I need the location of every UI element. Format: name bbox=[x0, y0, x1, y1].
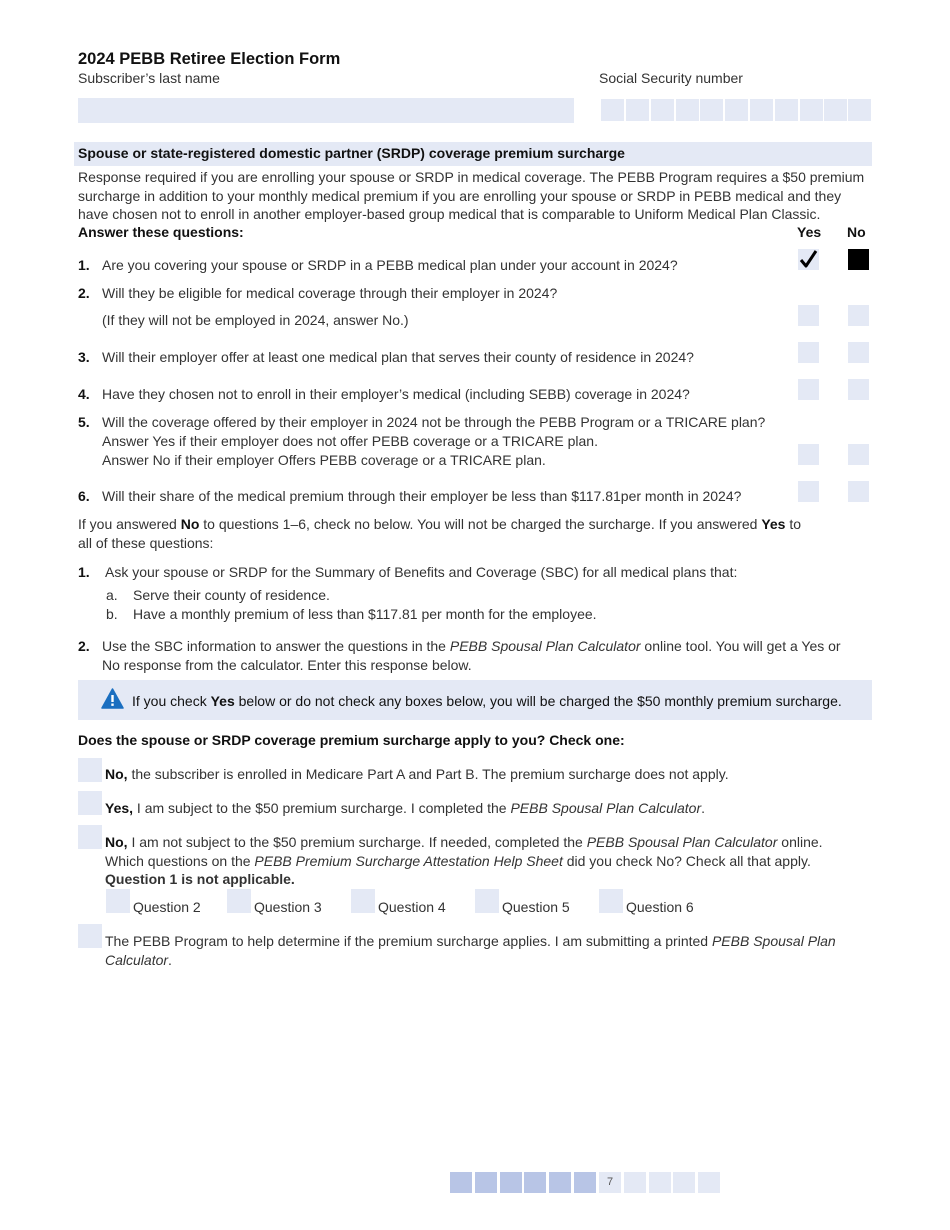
option-no-surcharge-label: No, I am not subject to the $50 premium surcharge. If needed, completed the PEBB Spousal Plan Calculator online. bbox=[105, 834, 823, 850]
option-no-surcharge-line3: Question 1 is not applicable. bbox=[105, 871, 295, 887]
answer-prompt: Answer these questions: bbox=[78, 224, 244, 240]
step-number: 1. bbox=[78, 564, 90, 580]
checkmark-icon bbox=[798, 249, 819, 270]
page-indicator bbox=[649, 1172, 671, 1193]
question-3-checkbox[interactable] bbox=[227, 889, 251, 913]
question-6-label: Question 6 bbox=[626, 899, 694, 915]
page-indicator bbox=[698, 1172, 720, 1193]
q6-yes-checkbox[interactable] bbox=[798, 481, 819, 502]
section-heading: Spouse or state-registered domestic partner (SRDP) coverage premium surcharge bbox=[78, 145, 625, 161]
question-6-checkbox[interactable] bbox=[599, 889, 623, 913]
warning-icon bbox=[101, 688, 124, 709]
q4-no-checkbox[interactable] bbox=[848, 379, 869, 400]
notice-text: If you check Yes below or do not check any boxes below, you will be charged the $50 monthly premium surcharge. bbox=[132, 693, 842, 709]
question-number: 6. bbox=[78, 488, 90, 504]
question-2-checkbox[interactable] bbox=[106, 889, 130, 913]
ssn-digit-box[interactable] bbox=[824, 99, 847, 121]
question-line: Answer Yes if their employer does not offer PEBB coverage or a TRICARE plan. bbox=[102, 433, 598, 449]
page-indicator bbox=[673, 1172, 695, 1193]
question-number: 4. bbox=[78, 386, 90, 402]
question-3-label: Question 3 bbox=[254, 899, 322, 915]
apply-question: Does the spouse or SRDP coverage premium surcharge apply to you? Check one: bbox=[78, 732, 625, 748]
ssn-digit-box[interactable] bbox=[775, 99, 798, 121]
q3-no-checkbox[interactable] bbox=[848, 342, 869, 363]
surcharge-notice bbox=[78, 680, 872, 720]
page-indicator bbox=[624, 1172, 646, 1193]
step-text: Ask your spouse or SRDP for the Summary of Benefits and Coverage (SBC) for all medical plans that: bbox=[105, 564, 738, 580]
step-letter: b. bbox=[106, 606, 118, 622]
question-text: Are you covering your spouse or SRDP in a PEBB medical plan under your account in 2024? bbox=[102, 257, 678, 273]
q2-yes-checkbox[interactable] bbox=[798, 305, 819, 326]
ssn-digit-box[interactable] bbox=[626, 99, 649, 121]
q3-yes-checkbox[interactable] bbox=[798, 342, 819, 363]
yes-column-header: Yes bbox=[797, 224, 822, 240]
last-name-label: Subscriber’s last name bbox=[78, 70, 220, 86]
step-letter: a. bbox=[106, 587, 118, 603]
ssn-digit-box[interactable] bbox=[676, 99, 699, 121]
question-line: Answer No if their employer Offers PEBB coverage or a TRICARE plan. bbox=[102, 452, 546, 468]
page-indicator bbox=[475, 1172, 497, 1193]
ssn-digit-box[interactable] bbox=[601, 99, 624, 121]
question-number: 3. bbox=[78, 349, 90, 365]
option-yes-surcharge-label: Yes, I am subject to the $50 premium surcharge. I completed the PEBB Spousal Plan Calculator. bbox=[105, 800, 706, 816]
question-text: Will their share of the medical premium through their employer be less than $117.81per month in 2024? bbox=[102, 488, 742, 504]
option-yes-surcharge-checkbox[interactable] bbox=[78, 791, 102, 815]
option-pebb-help-checkbox[interactable] bbox=[78, 924, 102, 948]
step-subitem: Have a monthly premium of less than $117.81 per month for the employee. bbox=[133, 606, 597, 622]
q5-yes-checkbox[interactable] bbox=[798, 444, 819, 465]
step-number: 2. bbox=[78, 638, 90, 654]
page-indicator bbox=[450, 1172, 472, 1193]
option-medicare-checkbox[interactable] bbox=[78, 758, 102, 782]
ssn-digit-box[interactable] bbox=[750, 99, 773, 121]
question-4-label: Question 4 bbox=[378, 899, 446, 915]
question-number: 2. bbox=[78, 285, 90, 301]
option-medicare-label: No, the subscriber is enrolled in Medicare Part A and Part B. The premium surcharge does not apply. bbox=[105, 766, 729, 782]
question-5-checkbox[interactable] bbox=[475, 889, 499, 913]
q4-yes-checkbox[interactable] bbox=[798, 379, 819, 400]
question-2-label: Question 2 bbox=[133, 899, 201, 915]
option-no-surcharge-line2: Which questions on the PEBB Premium Surcharge Attestation Help Sheet did you check No? Check all that apply. bbox=[105, 853, 811, 869]
q2-no-checkbox[interactable] bbox=[848, 305, 869, 326]
step-subitem: Serve their county of residence. bbox=[133, 587, 330, 603]
q5-no-checkbox[interactable] bbox=[848, 444, 869, 465]
page-indicator bbox=[500, 1172, 522, 1193]
ssn-digit-box[interactable] bbox=[848, 99, 871, 121]
question-4-checkbox[interactable] bbox=[351, 889, 375, 913]
question-number: 5. bbox=[78, 414, 90, 430]
section-heading-bar bbox=[74, 142, 872, 166]
page-indicator bbox=[524, 1172, 546, 1193]
page-indicator bbox=[549, 1172, 571, 1193]
form-title: 2024 PEBB Retiree Election Form bbox=[78, 50, 341, 68]
option-no-surcharge-checkbox[interactable] bbox=[78, 825, 102, 849]
option-pebb-help-label: The PEBB Program to help determine if the premium surcharge applies. I am submitting a printed PEBB Spousal Plan Calculator. bbox=[105, 933, 836, 968]
step-text: Use the SBC information to answer the questions in the PEBB Spousal Plan Calculator online tool. You will get a Yes or No response from the calculator. Enter this response below. bbox=[102, 638, 841, 673]
page-number: 7 bbox=[599, 1172, 621, 1193]
section-intro: Response required if you are enrolling your spouse or SRDP in medical coverage. The PEBB Program requires a $50 premium surcharge in addition to your monthly medical premium if you are enrolling your spouse or SRDP in PEBB medical and they have chosen not to enroll in another employer-based group medical that is comparable to Uniform Medical Plan Classic. bbox=[78, 169, 865, 222]
question-text: Will their employer offer at least one medical plan that serves their county of residence in 2024? bbox=[102, 349, 694, 365]
ssn-label: Social Security number bbox=[599, 70, 743, 86]
q1-no-checkbox[interactable] bbox=[848, 249, 869, 270]
question-note: (If they will not be employed in 2024, answer No.) bbox=[102, 312, 409, 328]
question-5-label: Question 5 bbox=[502, 899, 570, 915]
ssn-digit-box[interactable] bbox=[700, 99, 723, 121]
ssn-digit-box[interactable] bbox=[800, 99, 823, 121]
question-number: 1. bbox=[78, 257, 90, 273]
ssn-digit-box[interactable] bbox=[725, 99, 748, 121]
page-indicator bbox=[574, 1172, 596, 1193]
question-text: Will the coverage offered by their employer in 2024 not be through the PEBB Program or a TRICARE plan? bbox=[102, 414, 766, 430]
question-text: Will they be eligible for medical coverage through their employer in 2024? bbox=[102, 285, 558, 301]
q6-no-checkbox[interactable] bbox=[848, 481, 869, 502]
q1-yes-checkbox[interactable] bbox=[798, 249, 819, 270]
no-column-header: No bbox=[847, 224, 866, 240]
ssn-digit-box[interactable] bbox=[651, 99, 674, 121]
last-name-field[interactable] bbox=[78, 98, 574, 123]
question-text: Have they chosen not to enroll in their employer’s medical (including SEBB) coverage in 2024? bbox=[102, 386, 690, 402]
instructions-paragraph: If you answered No to questions 1–6, check no below. You will not be charged the surcharge. If you answered Yes to all of these questions: bbox=[78, 516, 802, 551]
